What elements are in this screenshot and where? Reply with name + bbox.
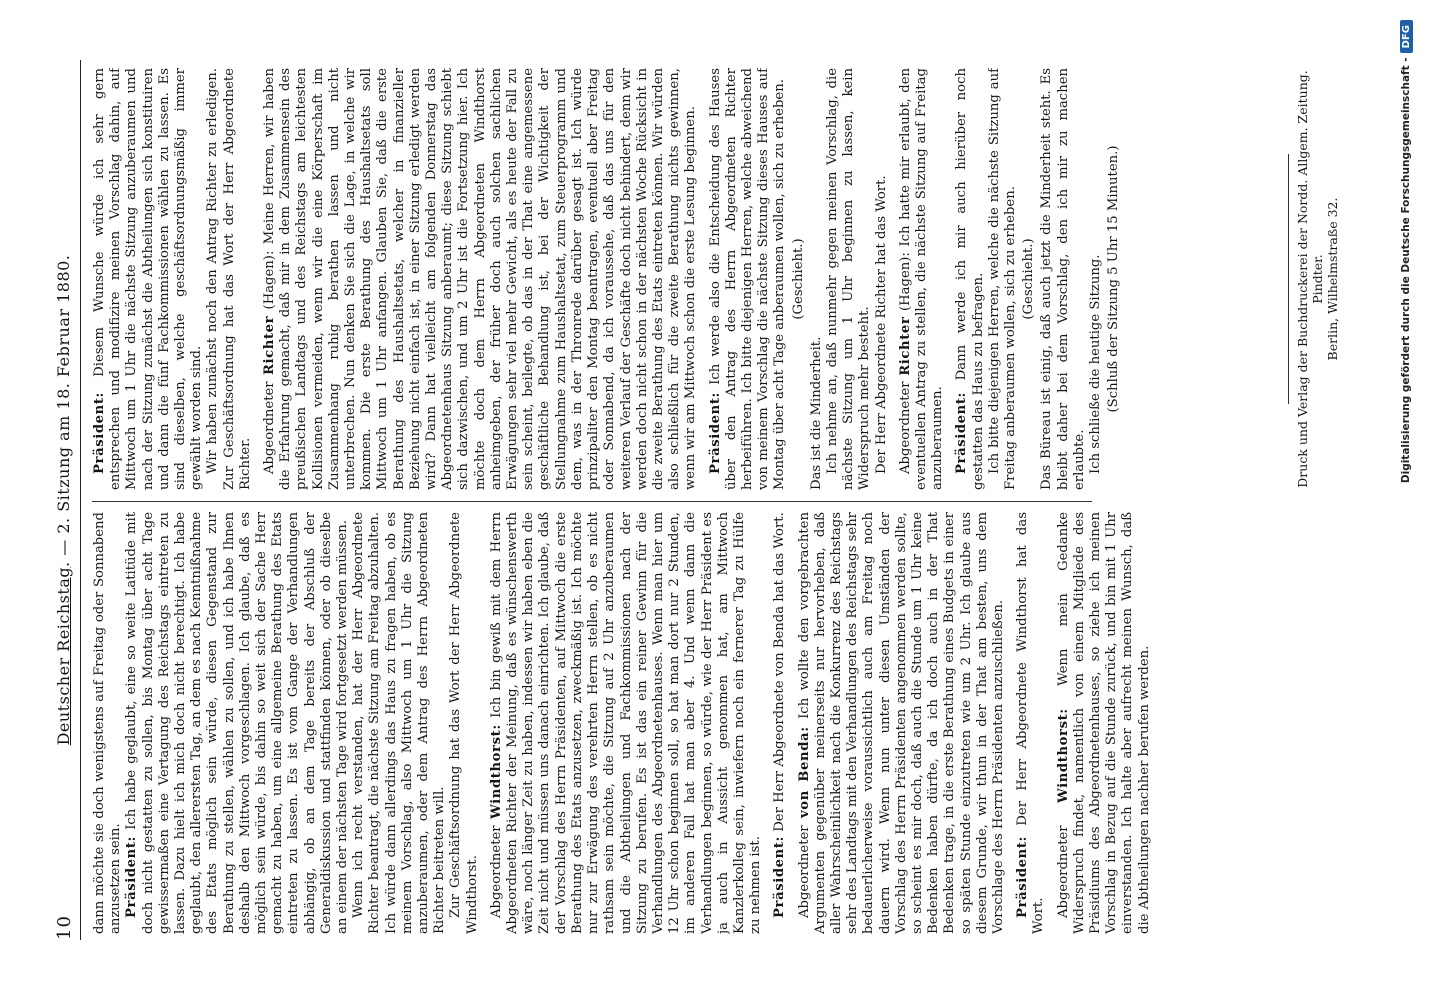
publication-title: Deutscher Reichstag bbox=[54, 566, 73, 746]
role-label: Abgeordneter bbox=[488, 825, 504, 918]
speaker: Präsident: bbox=[124, 835, 140, 918]
closing-note: (Schluß der Sitzung 5 Uhr 15 Minuten.) bbox=[1106, 145, 1122, 413]
spacer bbox=[481, 512, 489, 934]
paragraph-text: Der Herr Abgeordnete von Benda hat das Wort. bbox=[772, 512, 788, 832]
paragraph: Ich nehme an, daß nunmehr gegen meinen Vorschlag, die nächste Sitzung um 1 Uhr beginnen zu lassen, kein Widerspruch mehr besteht. bbox=[824, 68, 873, 490]
paragraph bbox=[772, 512, 788, 934]
session-title: 2. Sitzung am 18. Februar 1880. bbox=[54, 254, 73, 534]
spacer bbox=[254, 68, 262, 490]
speaker: Präsident: bbox=[1015, 835, 1031, 918]
imprint-line: Berlin, Wilhelmstraße 32. bbox=[1325, 197, 1340, 361]
dfg-logo: DFG bbox=[1400, 20, 1413, 53]
speaker: Präsident: bbox=[92, 391, 107, 474]
paragraph bbox=[898, 68, 947, 490]
digitization-notice bbox=[1400, 20, 1413, 880]
speaker-place: (Hagen): bbox=[897, 252, 913, 311]
column-divider bbox=[92, 501, 1092, 502]
spacer bbox=[789, 512, 797, 934]
speaker: Präsident: bbox=[954, 391, 970, 474]
role-label: Abgeordneter bbox=[1055, 825, 1071, 918]
spacer bbox=[1048, 512, 1056, 934]
paragraph bbox=[954, 68, 986, 490]
speaker: Windthorst: bbox=[1055, 708, 1071, 804]
stage-direction: (Geschieht.) bbox=[1021, 238, 1037, 320]
paragraph-text: Diesem Wunsche würde ich sehr gern entsprechen und modifizire meinen Vorschlag dahin, auf Mittwoch um 1 Uhr die nächste Sitzung anzuberaumen und nach der Sitzung zunächst die Abtheilungen sich konstituiren und dann die fünf Fachkommissionen wählen zu lassen. Es sind dieselben, welche geschäftsordnungsmäßig immer gewählt worden sind. bbox=[92, 68, 205, 490]
paragraph-text: Dann werde ich mir auch hierüber noch gestatten das Haus zu befragen. bbox=[954, 68, 986, 490]
running-head: Deutscher Reichstag. — 2. Sitzung am 18. Februar 1880. bbox=[54, 254, 73, 746]
paragraph bbox=[124, 512, 351, 934]
paragraph bbox=[262, 68, 699, 490]
paragraph-text: Der Herr Abgeordnete Windthorst hat das Wort. bbox=[1015, 512, 1047, 934]
paragraph-text: Ich habe geglaubt, eine so weite Latitüde mit doch nicht gestatten zu sollen, bis Montag über acht Tage gewissermaßen eine Vertagung des Reichstags eintreten zu lassen. Dazu hielt ich mich doch nicht berechtigt. Ich habe geglaubt, den allerersten Tag, an dem es nach Kenntnißnahme des Etats möglich sein würde, diesen Gegenstand zur Berathung zu stellen, wählen zu sollen, und ich habe Ihnen deshalb den Mittwoch vorgeschlagen. Ich glaube, daß es möglich sein würde, bis dahin so weit sich der Sache Herr gemacht zu haben, um eine allgemeine Berathung des Etats eintreten zu lassen. Es ist vom Gange der Verhandlungen abhängig, ob an dem Tage bereits der Abschluß der Generaldiskussion und stattfinden können, oder ob dieselbe an einem der nächsten Tage wird fortgesetzt werden müssen. bbox=[124, 512, 351, 934]
right-column bbox=[92, 68, 1272, 490]
paragraph: Ich bitte diejenigen Herren, welche die nächste Sitzung auf Freitag anberaumen wollen, sich zu erheben. bbox=[986, 68, 1018, 490]
role-label: Abgeordneter bbox=[796, 825, 812, 918]
speaker: Richter bbox=[897, 316, 913, 376]
paragraph-text: Meine Herren, wir haben die Erfahrung gemacht, daß mir in dem Zusammensein des preußischen Landtags und des Reichstags am leichtesten Kollisionen vermeiden, wenn wir die eine Körperschaft im Zusammenhang ruhig berathen lassen und nicht unterbrechen. Nun denken Sie sich die Lage, in welche wir kommen. Die erste Berathung des Haushaltsetats soll Mittwoch um 1 Uhr anfangen. Glauben Sie, daß die erste Berathung des Haushaltsetats, welcher in finanzieller Beziehung nicht einfach ist, in einer Sitzung erledigt werden wird? Dann hat vielleicht am folgenden Donnerstag das Abgeordnetenhaus Sitzung anberaumt; diese Sitzung schiebt sich dazwischen, und um 2 Uhr ist die Fortsetzung hier. Ich möchte doch dem Herrn Abgeordneten Windthorst anheimgeben, der früher doch auch solchen sachlichen Erwägungen sehr viel mehr Gewicht, als es heute der Fall zu sein scheint, beilegte, ob das in der That eine angemessene geschäftliche Behandlung ist, bei der Wichtigkeit der Stellungnahme zum Haushaltsetat, zum Steuerprogramm und dem, was in der Thronrede darüber gesagt ist. Ich würde prinzipaliter den Montag beantragen, eventuell aber Freitag oder Sonnabend, da ich voraussehe, daß das uns für den weiteren Verlauf der Geschäfte doch nicht behindert, denn wir werden doch nicht schon in der nächsten Woche Rücksicht in die zweite Berathung des Etats eintreten können. Wir würden also schließlich für die zweite Berathung nichts gewinnen, wenn wir am Mittwoch schon die erste Lesung beginnen. bbox=[262, 68, 699, 490]
spacer bbox=[946, 68, 954, 490]
imprint-line: Druck und Verlag der Buchdruckerei der Nordd. Allgem. Zeitung. Pindter. bbox=[1295, 70, 1325, 488]
imprint-rule bbox=[1288, 154, 1289, 404]
paragraph bbox=[1056, 512, 1153, 934]
spacer bbox=[700, 68, 708, 490]
header-dash: — bbox=[54, 539, 73, 556]
paragraph-text: Ich werde also die Entscheidung des Hauses über den Antrag des Herrn Abgeordneten Richter herbeiführen. Ich bitte diejenigen Herren, welche abweichend von meinem Vorschlag die nächste Sitzung dieses Hauses auf Montag über acht Tage anberaumen wollen, sich zu erheben. bbox=[707, 68, 788, 490]
paragraph-text: Ich hatte mir erlaubt, den eventuellen Antrag zu stellen, die nächste Sitzung auf Freitag anzuberaumen. bbox=[897, 68, 946, 490]
paragraph-text: Ich wollte den vorgebrachten Argumenten gegenüber meinerseits nur hervorheben, daß aller Wahrscheinlichkeit nach die Konkurrenz des Reichstags sehr des Landtags mit den Verhandlungen des Reichstags sehr bedauerlicherweise voraussichtlich auch am Freitag noch dauern wird. Wenn nun unter diesen Umständen der Vorschlag des Herrn Präsidenten angenommen werden sollte, so scheint es mir doch, daß auch die Stunde um 1 Uhr keine Bedenken haben dürfte, da ich doch auch in der That Bedenken trage, in die erste Berathung eines Budgets in einer so späten Stunde einzutreten wie um 2 Uhr. Ich glaube aus diesem Grunde, wir thun in der That am besten, uns dem Vorschlage des Herrn Präsidenten anzuschließen. bbox=[796, 512, 1006, 934]
speaker: von Benda: bbox=[796, 726, 812, 818]
paragraph bbox=[708, 68, 789, 490]
speaker: Präsident: bbox=[772, 835, 788, 918]
spacer bbox=[890, 68, 898, 490]
page-number: 10 bbox=[54, 915, 75, 940]
digitization-text: Digitalisierung gefördert durch die Deutsche Forschungsgemeinschaft - bbox=[1400, 57, 1412, 484]
stage-direction: (Geschieht.) bbox=[790, 238, 806, 320]
paragraph: Der Herr Abgeordnete Richter hat das Wort. bbox=[873, 175, 889, 474]
spacer bbox=[1007, 512, 1015, 934]
imprint bbox=[1288, 68, 1340, 490]
speaker: Windthorst: bbox=[488, 724, 504, 820]
paragraph: Das Büreau ist einig, daß auch jetzt die Minderheit steht. Es bleibt daher bei dem Vorschlag, den ich mir zu machen erlaubte. bbox=[1039, 68, 1087, 490]
paragraph: dann möchte sie doch wenigstens auf Freitag oder Sonnabend anzusetzen sein. bbox=[92, 512, 124, 934]
speaker: Präsident: bbox=[707, 391, 723, 474]
speaker-place: (Hagen): bbox=[262, 250, 278, 310]
paragraph-text: Wenn mein Gedanke Widerspruch findet, namentlich von einem Mitgliede des Präsidiums des Abgeordnetenhauses, so ziehe ich meinen Vorschlag in Bezug auf die Stunde zurück, und bin mit 1 Uhr einverstanden. Ich halte aber aufrecht meinen Wunsch, daß die Abtheilungen nachher berufen werden. bbox=[1055, 512, 1152, 934]
page-header bbox=[50, 60, 81, 940]
speaker: Richter bbox=[262, 315, 278, 376]
paragraph bbox=[797, 512, 1008, 934]
paragraph bbox=[92, 68, 205, 490]
left-column bbox=[92, 512, 1272, 934]
role-label: Abgeordneter bbox=[262, 381, 278, 474]
paragraph: Wir haben zunächst noch den Antrag Richter zu erledigen. Zur Geschäftsordnung hat das Wort der Herr Abgeordnete Richter. bbox=[205, 68, 253, 490]
paragraph: Zur Geschäftsordnung hat das Wort der Herr Abgeordnete Windthorst. bbox=[448, 512, 480, 934]
paragraph bbox=[1015, 512, 1047, 934]
paragraph: Wenn ich recht verstanden, hat der Herr Abgeordnete Richter beantragt, die nächste Sitzung am Freitag abzuhalten. Ich würde dann allerdings das Haus zu fragen haben, ob es meinem Vorschlag, also Mittwoch um 1 Uhr die Sitzung anzuberaumen, oder dem Antrag des Herrn Abgeordneten Richter beitreten will. bbox=[351, 512, 448, 934]
paragraph: Das ist die Minderheit. bbox=[808, 336, 824, 490]
spacer bbox=[764, 512, 772, 934]
role-label: Abgeordneter bbox=[897, 381, 913, 474]
paragraph-text: Ich bin gewiß mit dem Herrn Abgeordneten Richter der Meinung, daß es wünschenswerth wäre, noch länger Zeit zu haben, indessen wir haben eben die Zeit nicht und müssen uns danach einrichten. Ich glaube, daß der Vorschlag des Herrn Präsidenten, auf Mittwoch die erste Berathung des Etats anzusetzen, zweckmäßig ist. Ich möchte nur zur Erwägung des verehrten Herrn stellen, ob es nicht rathsam sein möchte, die Sitzung auf 2 Uhr anzuberaumen und die Abtheilungen und Fachkommissionen nach der Sitzung zu berufen. Es ist das ein reiner Gewinn für die Verhandlungen des Abgeordnetenhauses. Wenn man hier um 12 Uhr schon beginnen soll, so hat man dort nur 2 Stunden, im anderen Fall hat man aber 4. Und wenn dann die Verhandlungen beginnen, so würde, wie der Herr Präsident es ja auch in Aussicht genommen hat, am Mittwoch Kanzlerkolleg sein, inwiefern noch ein fernerer Tag zu Hülfe zu nehmen ist. bbox=[488, 512, 764, 934]
paragraph: Ich schließe die heutige Sitzung. bbox=[1087, 254, 1103, 474]
paragraph bbox=[489, 512, 764, 934]
